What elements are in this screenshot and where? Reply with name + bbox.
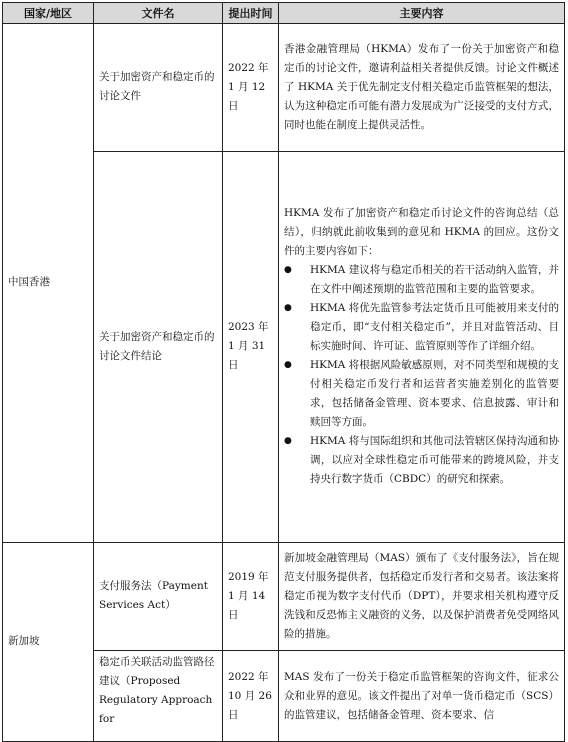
doc-name-cell: 关于加密资产和稳定币的讨论文件: [94, 24, 223, 152]
header-date: 提出时间: [223, 3, 279, 24]
list-item: ● HKMA 将与国际组织和其他司法管辖区保持沟通和协调，以应对全球性稳定币可能带来的跨境风险，并支持央行数字货币（CBDC）的研究和探索。: [284, 432, 559, 489]
date-cell: 2019 年 1 月 14日: [223, 542, 279, 651]
regulation-table: [2, 2, 565, 742]
bullet-icon: ●: [284, 265, 292, 276]
date-cell: 2023 年 1 月 31日: [223, 151, 279, 542]
content-paragraph: HKMA 发布了加密资产和稳定币讨论文件的咨询总结（总结），归纳就此前收集到的意见和 HKMA 的回应。这份文件的主要内容如下：: [284, 207, 559, 258]
region-cell: 中国香港: [3, 24, 94, 543]
content-cell: [279, 651, 565, 742]
region-cell: 新加坡: [3, 542, 94, 741]
table-row: [3, 24, 565, 152]
date-cell: 2022 年 1 月 12日: [223, 24, 279, 152]
date-cell: 2022 年 10 月 26日: [223, 651, 279, 742]
content-paragraph: 新加坡金融管理局（MAS）颁布了《支付服务法》，旨在规范支付服务提供者，包括稳定币发行者和交易者。该法案将稳定币视为数字支付代币（DPT），并要求相关机构遵守反洗钱和反恐怖主义融资的义务，以及保护消费者免受网络风险的措施。: [284, 551, 559, 640]
list-item: ● HKMA 将优先监管参考法定货币且可能被用来支付的稳定币，即“支付相关稳定币”，并且对监管活动、目标实施时间、许可证、监管原则等作了详细介绍。: [284, 299, 559, 356]
content-cell: [279, 151, 565, 542]
doc-name-cell: 稳定币关联活动监管路径建议（Proposed Regulatory Approach for: [94, 651, 223, 742]
list-item: ● HKMA 将根据风险敏感原则，对不同类型和规模的支付相关稳定币发行者和运营者实施差别化的监管要求，包括储备金管理、资本要求、信息披露、审计和赎回等方面。: [284, 356, 559, 432]
content-cell: [279, 542, 565, 651]
content-cell: [279, 24, 565, 152]
header-doc: 文件名: [94, 3, 223, 24]
bullet-icon: ●: [284, 360, 292, 371]
header-content: 主要内容: [279, 3, 565, 24]
table-row: [3, 542, 565, 651]
content-paragraph: 香港金融管理局（HKMA）发布了一份关于加密资产和稳定币的讨论文件，邀请利益相关者提供反馈。讨论文件概述了 HKMA 关于优先制定支付相关稳定币监管框架的想法，认为这种稳定币可能有潜力发展成为广泛接受的支付方式，同时也能在制度上提供灵活性。: [284, 42, 559, 131]
bullet-icon: ●: [284, 436, 292, 447]
table-header-row: [3, 3, 565, 24]
header-region: 国家/地区: [3, 3, 94, 24]
content-paragraph: MAS 发布了一份关于稳定币监管框架的咨询文件，征求公众和业界的意见。该文件提出了对单一货币稳定币（SCS）的监管建议，包括储备金管理、资本要求、信: [284, 670, 559, 721]
doc-name-cell: 支付服务法（Payment Services Act）: [94, 542, 223, 651]
doc-name-cell: 关于加密资产和稳定币的讨论文件结论: [94, 151, 223, 542]
bullet-icon: ●: [284, 303, 292, 314]
bullet-list: [284, 261, 559, 489]
list-item: ● HKMA 建议将与稳定币相关的若干活动纳入监管，并在文件中阐述预期的监管范围和主要的监管要求。: [284, 261, 559, 299]
